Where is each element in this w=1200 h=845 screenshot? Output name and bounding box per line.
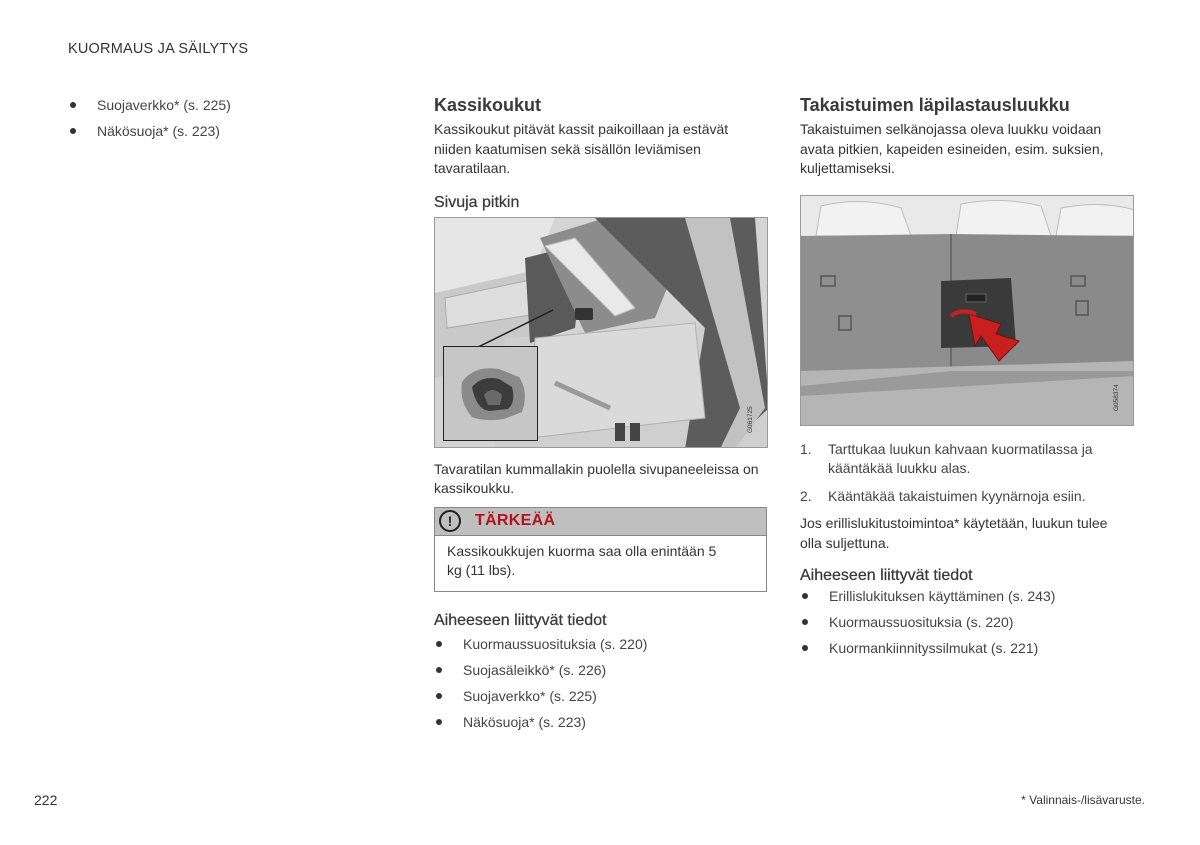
step-number: 1.: [800, 440, 812, 457]
page-number: 222: [34, 792, 58, 808]
list-item[interactable]: Suojaverkko* (s. 225): [434, 683, 767, 709]
related-list: [434, 631, 767, 735]
list-item[interactable]: Kuormaussuosituksia (s. 220): [434, 631, 767, 657]
intro-text: Kassikoukut pitävät kassit paikoillaan ja estävät niiden kaatumisen sekä sisällön leviämisen tavaratilaan.: [434, 121, 729, 176]
list-item[interactable]: Kuormaussuosituksia (s. 220): [800, 609, 1134, 635]
step-item: [800, 487, 1134, 507]
note-text: Jos erillislukitustoimintoa* käytetään, luukun tulee olla suljettuna.: [800, 515, 1108, 551]
step-list: [800, 440, 1134, 507]
section-title: Takaistuimen läpilastausluukku: [800, 95, 1070, 115]
footnote: * Valinnais-/lisävaruste.: [1021, 793, 1145, 807]
notice-body: Kassikoukkujen kuorma saa olla enintään 5 kg (11 lbs).: [447, 542, 717, 578]
left-column: [68, 94, 388, 144]
step-number: 2.: [800, 487, 812, 504]
notice-title: TÄRKEÄÄ: [475, 512, 556, 529]
figure-code: G058374: [1113, 383, 1120, 411]
pass-through-section: [800, 94, 1134, 661]
related-title: Aiheeseen liittyvät tiedot: [434, 611, 607, 629]
related-list: [800, 583, 1134, 661]
related-title: Aiheeseen liittyvät tiedot: [800, 567, 973, 584]
important-notice: [434, 507, 767, 592]
figure-caption: Tavaratilan kummallakin puolella sivupaneeleissa on kassikoukku.: [434, 460, 759, 496]
list-item[interactable]: Kuormankiinnityssilmukat (s. 221): [800, 635, 1134, 661]
section-title: Kassikoukut: [434, 95, 542, 115]
figure-code: G061725: [747, 405, 754, 433]
hook-closeup-drawing: [444, 347, 538, 441]
pass-through-hatch-illustration: [800, 195, 1134, 426]
bag-hooks-section: [434, 94, 767, 735]
notice-header: [435, 508, 766, 536]
list-item[interactable]: Suojasäleikkö* (s. 226): [434, 657, 767, 683]
warning-icon: !: [439, 510, 461, 532]
continued-related-list: [68, 92, 388, 144]
section-header: KUORMAUS JA SÄILYTYS: [68, 41, 249, 57]
list-item[interactable]: Erillislukituksen käyttäminen (s. 243): [800, 583, 1134, 609]
subsection-title: Sivuja pitkin: [434, 193, 520, 211]
step-text: Tarttukaa luukun kahvaan kuormatilassa ja kääntäkää luukku alas.: [828, 440, 1093, 476]
list-item[interactable]: Suojaverkko* (s. 225): [68, 92, 388, 118]
inset-zoom: [443, 346, 538, 441]
list-item[interactable]: Näkösuoja* (s. 223): [434, 709, 767, 735]
rear-seat-hatch-drawing: [801, 196, 1134, 426]
list-item[interactable]: Näkösuoja* (s. 223): [68, 118, 388, 144]
intro-text: Takaistuimen selkänojassa oleva luukku voidaan avata pitkien, kapeiden esineiden, esim. suksien, kuljettamiseksi.: [800, 121, 1104, 176]
step-item: [800, 440, 1134, 479]
step-text: Kääntäkää takaistuimen kyynärnoja esiin.: [828, 487, 1086, 504]
bag-hook-illustration: [434, 217, 768, 448]
